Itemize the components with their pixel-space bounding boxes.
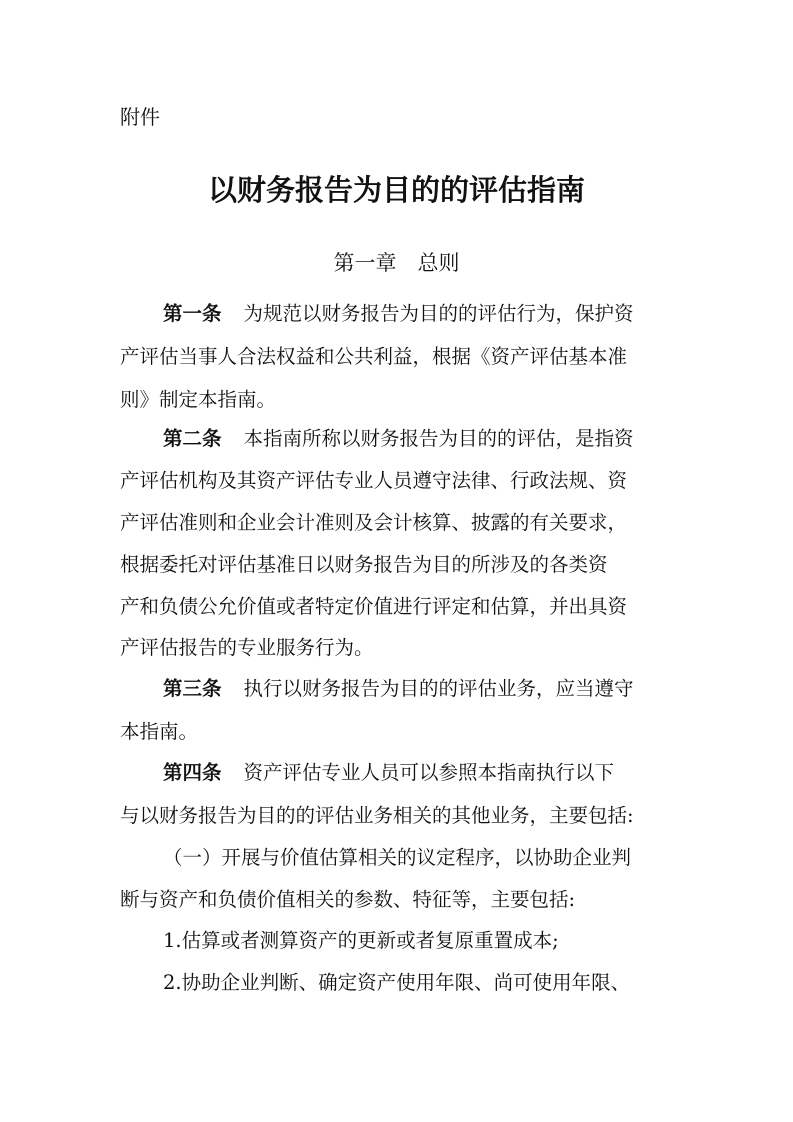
article-1-line-1 [163, 300, 723, 328]
article-1-line-2: 产评估当事人合法权益和公共利益，根据《资产评估基本准 [120, 345, 628, 368]
article-4-line-2: 与以财务报告为目的的评估业务相关的其他业务，主要包括: [120, 804, 634, 827]
article-4-subitem-1: 1.估算或者测算资产的更新或者复原重置成本; [163, 929, 559, 952]
article-3-line-1 [163, 675, 723, 703]
article-1-label: 第一条 [163, 302, 222, 325]
article-1-text-1: 为规范以财务报告为目的的评估行为，保护资 [243, 302, 634, 325]
article-2-line-3: 产评估准则和企业会计准则及会计核算、披露的有关要求， [120, 511, 628, 534]
article-4-item-1-line-1: （一）开展与价值估算相关的议定程序，以协助企业判 [163, 846, 632, 869]
article-4-subitem-2: 2.协助企业判断、确定资产使用年限、尚可使用年限、 [163, 971, 631, 994]
article-4-label: 第四条 [163, 761, 222, 784]
article-2-line-5: 产和负债公允价值或者特定价值进行评定和估算，并出具资 [120, 595, 628, 618]
attachment-label: 附件 [120, 105, 160, 129]
article-4-text-1: 资产评估专业人员可以参照本指南执行以下 [243, 761, 615, 784]
document-title: 以财务报告为目的的评估指南 [207, 173, 585, 207]
article-3-text-1: 执行以财务报告为目的的评估业务，应当遵守 [243, 677, 634, 700]
article-2-line-6: 产评估报告的专业服务行为。 [120, 636, 374, 659]
chapter-title: 第一章 总则 [333, 251, 460, 275]
article-2-line-4: 根据委托对评估基准日以财务报告为目的所涉及的各类资 [120, 553, 608, 576]
article-2-text-1: 本指南所称以财务报告为目的的评估，是指资 [243, 427, 634, 450]
article-3-line-2: 本指南。 [120, 720, 199, 743]
article-2-line-1 [163, 425, 723, 453]
article-4-item-1-line-2: 断与资产和负债价值相关的参数、特征等，主要包括: [120, 888, 576, 911]
article-1-line-3: 则》制定本指南。 [120, 388, 277, 411]
article-3-label: 第三条 [163, 677, 222, 700]
article-2-line-2: 产评估机构及其资产评估专业人员遵守法律、行政法规、资 [120, 469, 628, 492]
article-4-line-1 [163, 759, 723, 787]
article-2-label: 第二条 [163, 427, 222, 450]
